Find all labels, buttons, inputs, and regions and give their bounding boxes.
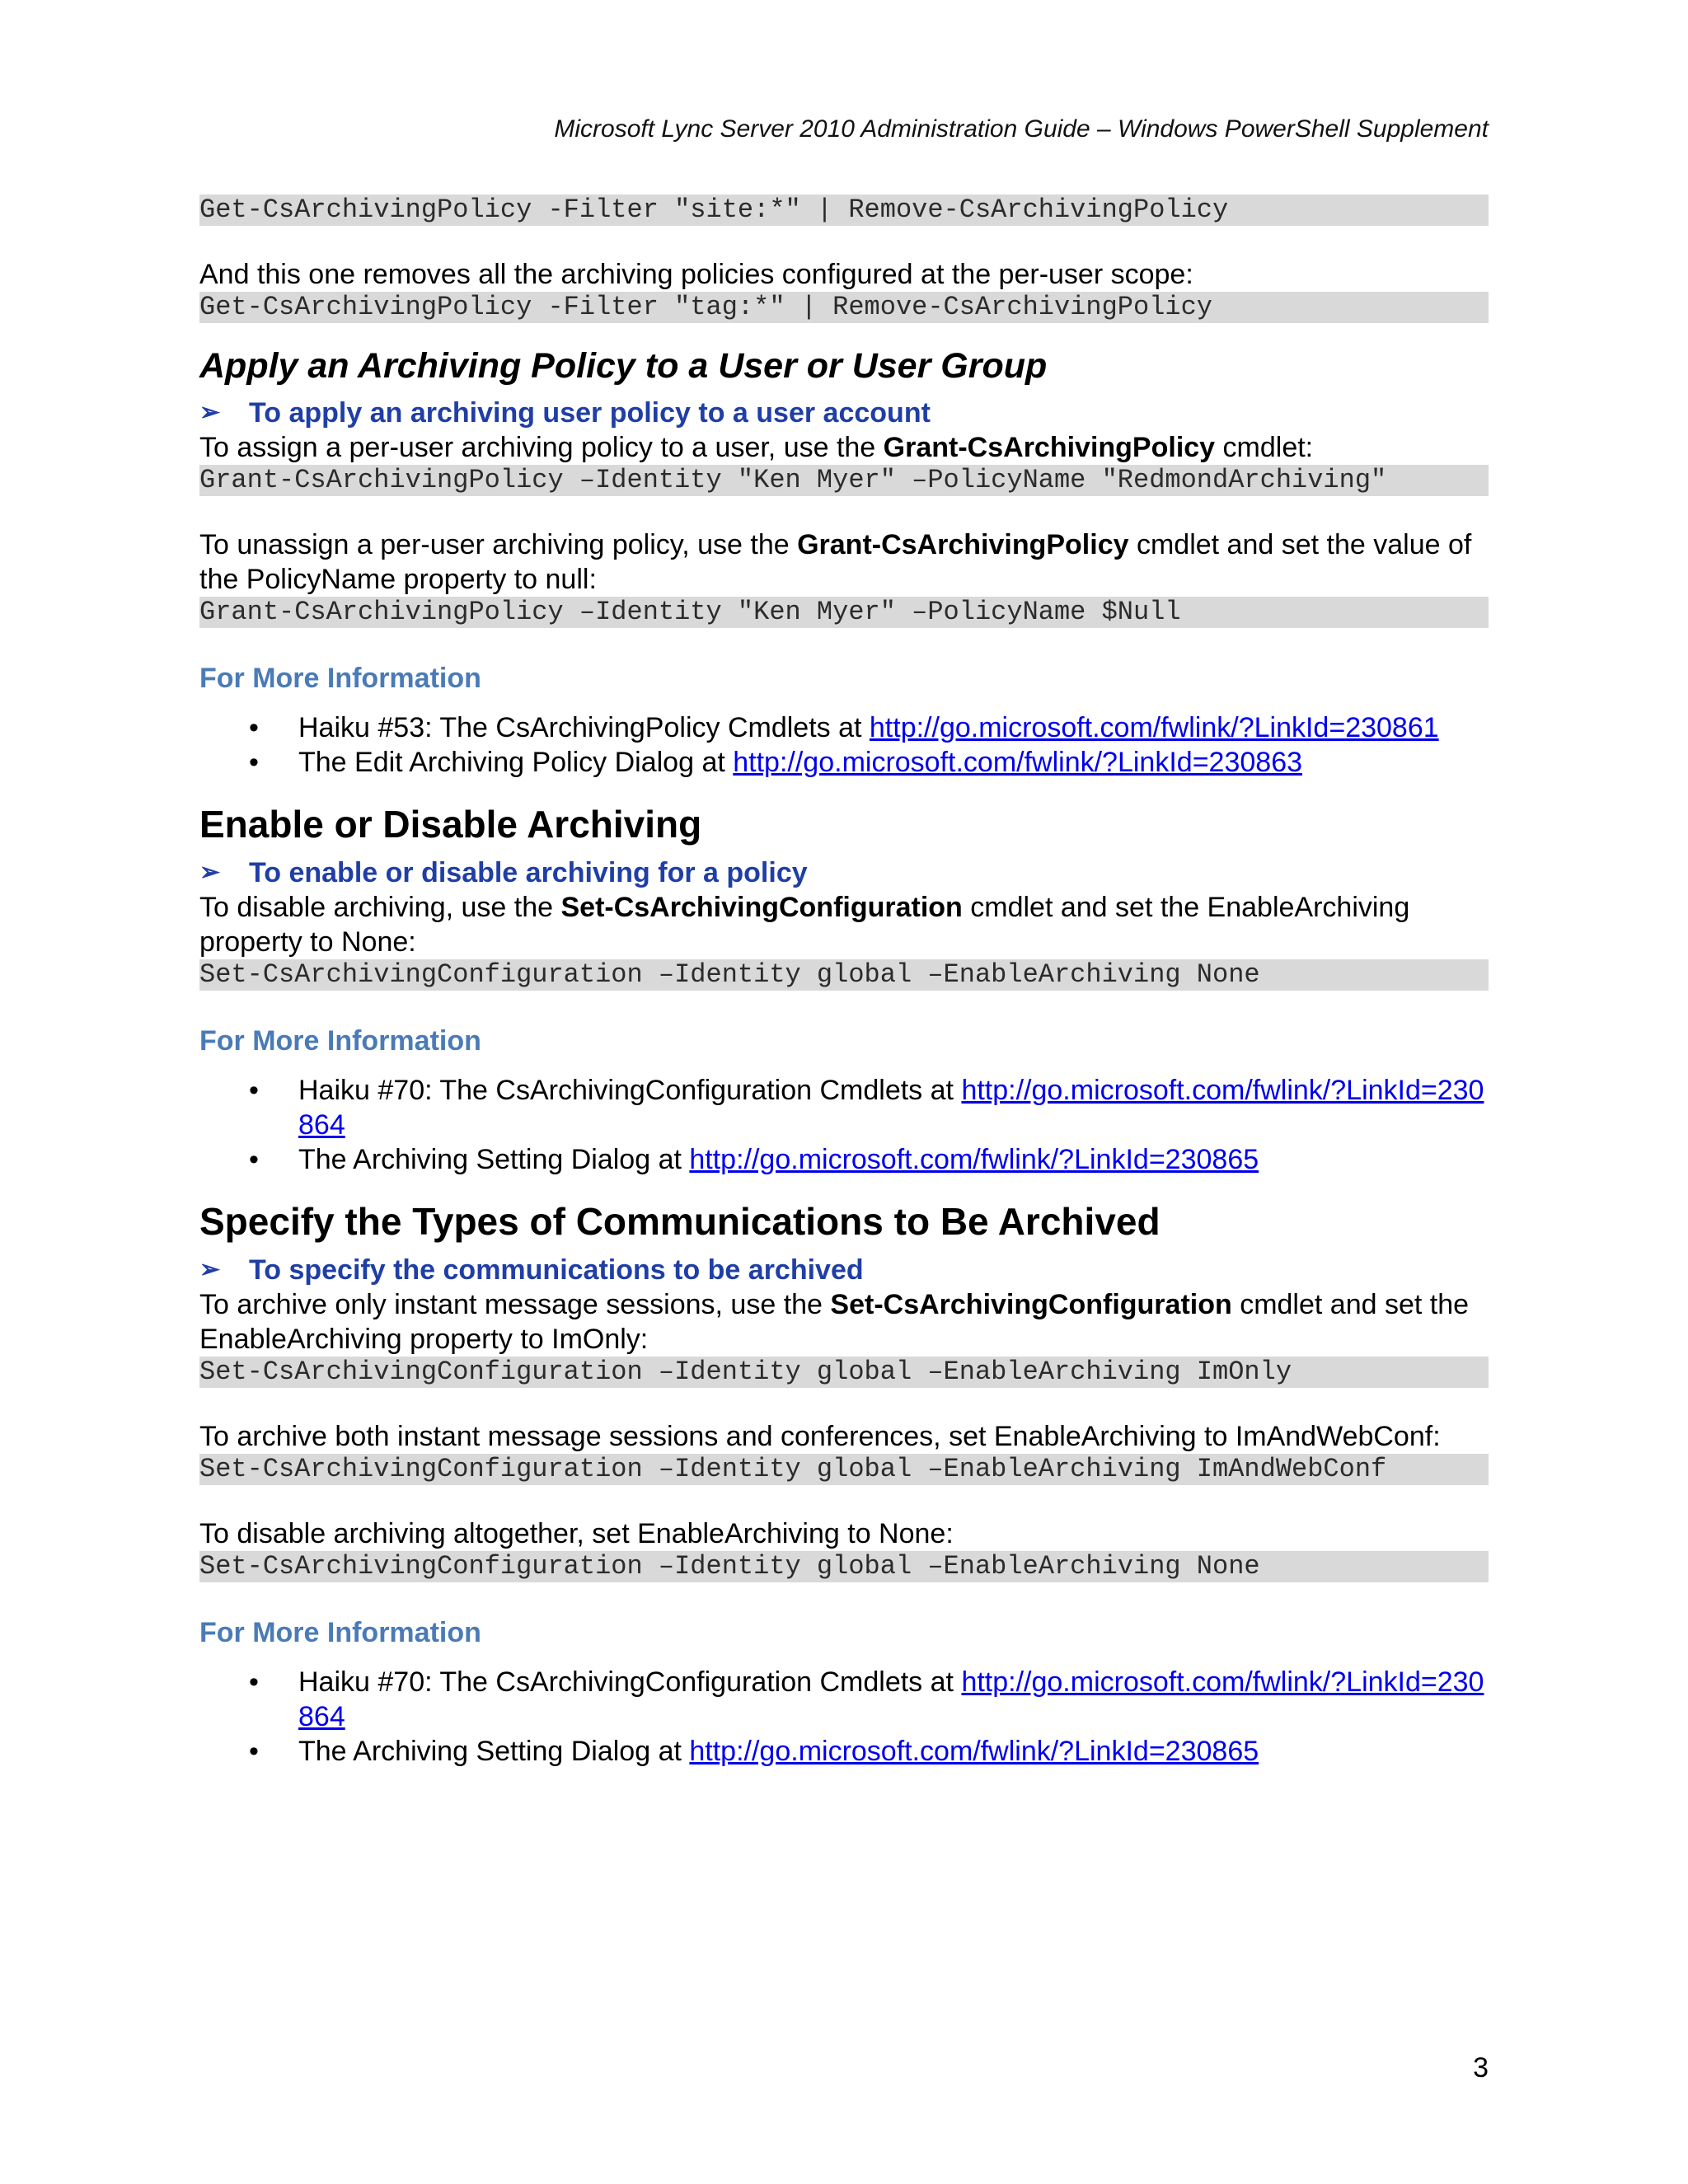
procedure-title: To enable or disable archiving for a policy bbox=[249, 857, 808, 888]
list-item: • The Archiving Setting Dialog at http://go.microsoft.com/fwlink/?LinkId=230865 bbox=[249, 1736, 1259, 1767]
reference-list bbox=[199, 1073, 1489, 1177]
arrow-bullet-icon: ➢ bbox=[199, 859, 221, 886]
code-block: Get-CsArchivingPolicy -Filter "site:*" | Remove-CsArchivingPolicy bbox=[199, 194, 1489, 226]
procedure-heading bbox=[199, 1253, 1489, 1287]
section-heading: Enable or Disable Archiving bbox=[199, 803, 702, 846]
more-info-heading: For More Information bbox=[199, 1617, 481, 1648]
arrow-bullet-icon: ➢ bbox=[199, 1256, 221, 1283]
running-header: Microsoft Lync Server 2010 Administration Guide – Windows PowerShell Supplement bbox=[554, 115, 1489, 143]
code-block: Set-CsArchivingConfiguration –Identity global –EnableArchiving ImAndWebConf bbox=[199, 1454, 1489, 1485]
reference-link[interactable]: http://go.microsoft.com/fwlink/?LinkId=230865 bbox=[689, 1736, 1259, 1767]
procedure-title: To specify the communications to be archived bbox=[249, 1254, 864, 1286]
more-info-heading: For More Information bbox=[199, 1025, 481, 1057]
reference-link[interactable]: http://go.microsoft.com/fwlink/?LinkId=230865 bbox=[689, 1144, 1259, 1175]
paragraph: To disable archiving altogether, set EnableArchiving to None: bbox=[199, 1518, 954, 1549]
reference-link[interactable]: http://go.microsoft.com/fwlink/?LinkId=230863 bbox=[733, 747, 1303, 778]
page-content bbox=[199, 194, 1489, 1769]
reference-list bbox=[199, 1665, 1489, 1769]
more-info-heading: For More Information bbox=[199, 663, 481, 694]
list-item: • The Archiving Setting Dialog at http://go.microsoft.com/fwlink/?LinkId=230865 bbox=[249, 1144, 1259, 1175]
procedure-heading bbox=[199, 855, 1489, 890]
arrow-bullet-icon: ➢ bbox=[199, 399, 221, 426]
procedure-title: To apply an archiving user policy to a user account bbox=[249, 397, 931, 429]
list-item: • The Edit Archiving Policy Dialog at http://go.microsoft.com/fwlink/?LinkId=230863 bbox=[249, 747, 1303, 778]
code-block: Get-CsArchivingPolicy -Filter "tag:*" | Remove-CsArchivingPolicy bbox=[199, 292, 1489, 323]
list-item: • Haiku #53: The CsArchivingPolicy Cmdlets at http://go.microsoft.com/fwlink/?LinkId=230861 bbox=[249, 712, 1439, 743]
paragraph: To archive both instant message sessions and conferences, set EnableArchiving to ImAndWebConf: bbox=[199, 1421, 1441, 1452]
code-block: Grant-CsArchivingPolicy –Identity "Ken Myer" –PolicyName "RedmondArchiving" bbox=[199, 465, 1489, 496]
page-number: 3 bbox=[1473, 2052, 1489, 2083]
list-item: • Haiku #70: The CsArchivingConfiguration Cmdlets at http://go.microsoft.com/fwlink/?LinkId=230864 bbox=[249, 1666, 1484, 1732]
reference-link[interactable]: http://go.microsoft.com/fwlink/?LinkId=230864 bbox=[298, 1666, 1484, 1732]
paragraph: To unassign a per-user archiving policy, use the Grant-CsArchivingPolicy cmdlet and set the value of the PolicyName property to null: bbox=[199, 529, 1472, 595]
paragraph: To assign a per-user archiving policy to a user, use the Grant-CsArchivingPolicy cmdlet: bbox=[199, 432, 1314, 463]
code-block: Set-CsArchivingConfiguration –Identity global –EnableArchiving None bbox=[199, 959, 1489, 991]
paragraph: To disable archiving, use the Set-CsArchivingConfiguration cmdlet and set the EnableArchiving property to None: bbox=[199, 892, 1410, 958]
reference-link[interactable]: http://go.microsoft.com/fwlink/?LinkId=230864 bbox=[298, 1075, 1484, 1141]
section-heading: Apply an Archiving Policy to a User or User Group bbox=[199, 346, 1048, 386]
reference-link[interactable]: http://go.microsoft.com/fwlink/?LinkId=230861 bbox=[869, 712, 1439, 743]
code-block: Set-CsArchivingConfiguration –Identity global –EnableArchiving None bbox=[199, 1551, 1489, 1582]
section-heading: Specify the Types of Communications to Be Archived bbox=[199, 1200, 1160, 1243]
paragraph: To archive only instant message sessions, use the Set-CsArchivingConfiguration cmdlet and set the EnableArchiving property to ImOnly: bbox=[199, 1289, 1470, 1355]
code-block: Grant-CsArchivingPolicy –Identity "Ken Myer" –PolicyName $Null bbox=[199, 597, 1489, 628]
procedure-heading bbox=[199, 396, 1489, 430]
reference-list bbox=[199, 710, 1489, 780]
paragraph: And this one removes all the archiving policies configured at the per-user scope: bbox=[199, 259, 1193, 290]
code-block: Set-CsArchivingConfiguration –Identity global –EnableArchiving ImOnly bbox=[199, 1357, 1489, 1388]
list-item: • Haiku #70: The CsArchivingConfiguration Cmdlets at http://go.microsoft.com/fwlink/?LinkId=230864 bbox=[249, 1075, 1484, 1141]
